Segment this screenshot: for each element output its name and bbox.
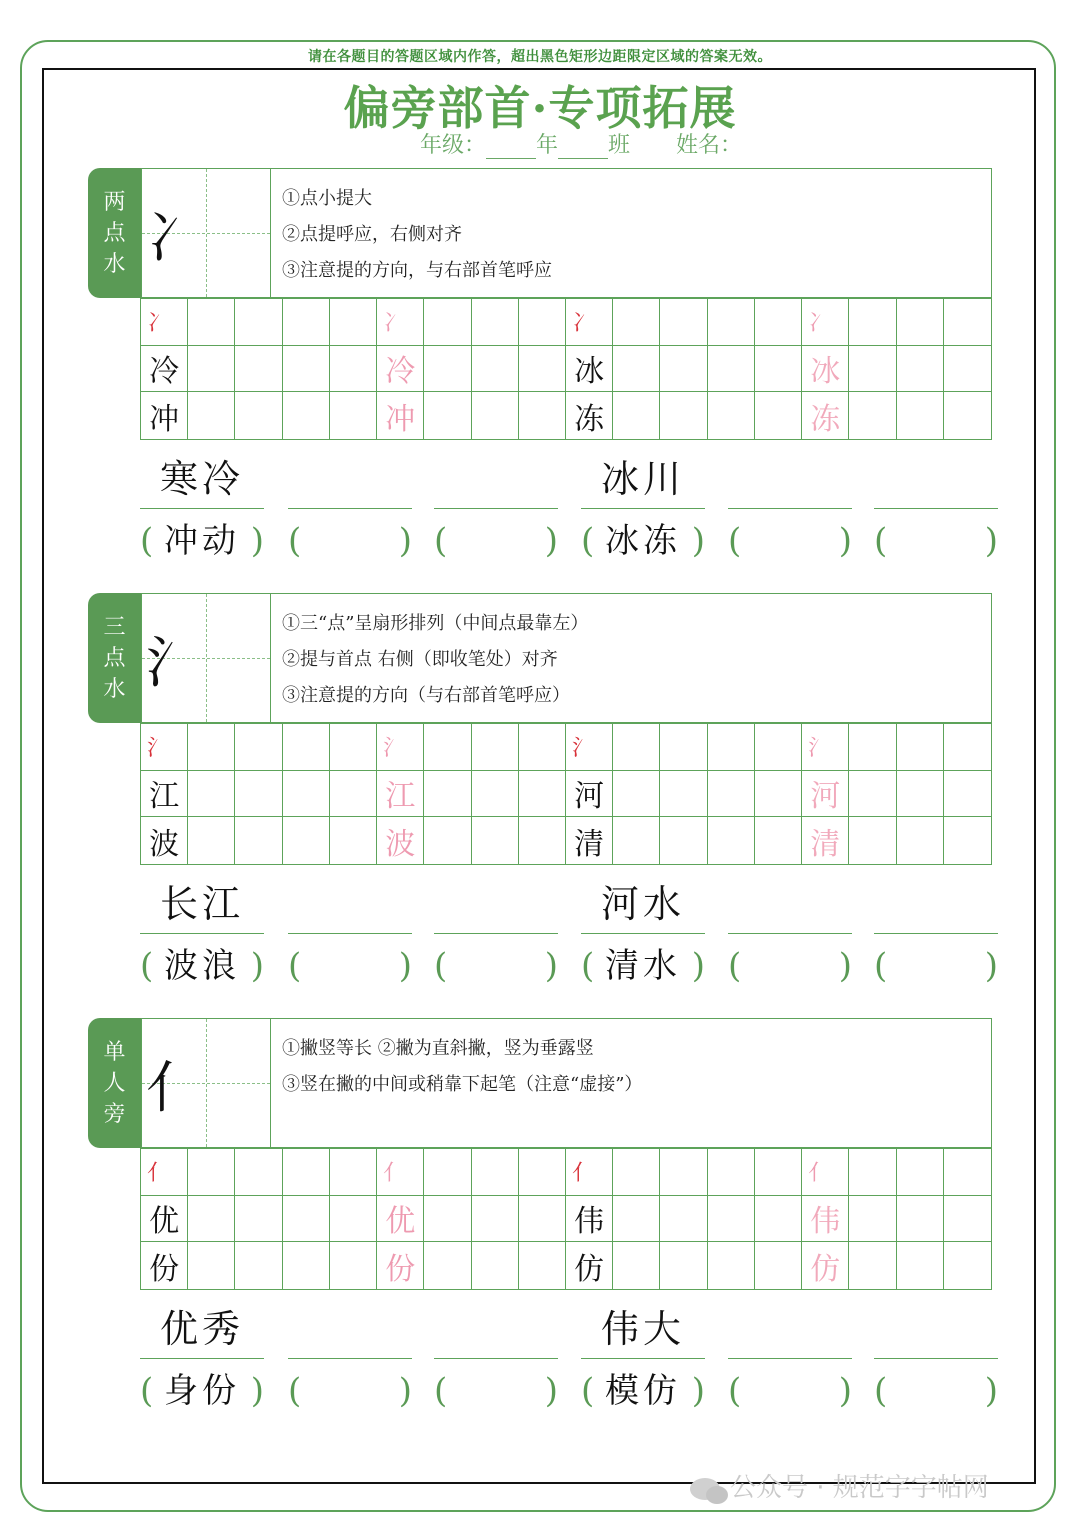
grid-cell[interactable]: 河 bbox=[802, 771, 849, 818]
right-paren: ) bbox=[691, 1371, 705, 1411]
grid-cell[interactable] bbox=[897, 1242, 944, 1289]
paren-word: 波浪 bbox=[164, 946, 240, 986]
grid-cell[interactable] bbox=[330, 724, 377, 771]
grid-cell[interactable] bbox=[708, 771, 755, 818]
right-paren: ) bbox=[398, 946, 412, 986]
grid-cell[interactable]: 亻 bbox=[377, 1149, 424, 1196]
grid-cell[interactable] bbox=[424, 392, 471, 439]
section-tab bbox=[88, 168, 141, 298]
grid-cell[interactable] bbox=[849, 1196, 896, 1243]
left-paren: ( bbox=[288, 946, 302, 986]
left-paren: ( bbox=[140, 1371, 154, 1411]
name-label: 姓名： bbox=[676, 133, 743, 158]
tab-char: 旁 bbox=[103, 1101, 126, 1127]
grid-cell[interactable] bbox=[472, 817, 519, 864]
paren-example bbox=[140, 938, 264, 994]
paren-word: 冲动 bbox=[164, 521, 240, 561]
grid-cell[interactable] bbox=[849, 817, 896, 864]
word-blank[interactable] bbox=[874, 450, 998, 509]
left-paren: ( bbox=[728, 946, 742, 986]
grid-cell[interactable] bbox=[235, 346, 282, 393]
section-1 bbox=[0, 593, 1080, 1013]
section-tab bbox=[88, 593, 141, 723]
grid-cell[interactable] bbox=[330, 392, 377, 439]
grid-cell[interactable]: 优 bbox=[377, 1196, 424, 1243]
paren-blank[interactable] bbox=[434, 1363, 558, 1419]
tip-line: ③竖在撇的中间或稍靠下起笔（注意“虚接”） bbox=[282, 1074, 643, 1095]
left-paren: ( bbox=[140, 946, 154, 986]
grid-cell[interactable] bbox=[235, 1196, 282, 1243]
paren-blank[interactable] bbox=[874, 1363, 998, 1419]
right-paren: ) bbox=[838, 1371, 852, 1411]
grid-cell[interactable]: 波 bbox=[141, 817, 188, 864]
grid-cell[interactable] bbox=[755, 299, 802, 346]
grid-cell[interactable] bbox=[660, 346, 707, 393]
section-0 bbox=[0, 168, 1080, 588]
paren-word: 清水 bbox=[605, 946, 681, 986]
grid-cell[interactable]: 份 bbox=[377, 1242, 424, 1289]
grid-cell[interactable] bbox=[708, 392, 755, 439]
grid-cell[interactable] bbox=[235, 724, 282, 771]
writing-tips bbox=[270, 593, 992, 723]
grid-cell[interactable] bbox=[472, 1242, 519, 1289]
tip-line: ②提与首点 右侧（即收笔处）对齐 bbox=[282, 649, 558, 670]
grid-cell[interactable]: 冰 bbox=[566, 346, 613, 393]
grid-cell[interactable]: 冻 bbox=[802, 392, 849, 439]
word-example: 优秀 bbox=[140, 1300, 264, 1359]
right-paren: ) bbox=[984, 521, 998, 561]
grid-cell[interactable]: 伟 bbox=[802, 1196, 849, 1243]
grid-cell[interactable]: 仿 bbox=[802, 1242, 849, 1289]
grid-cell[interactable] bbox=[235, 1242, 282, 1289]
section-tab bbox=[88, 1018, 141, 1148]
class-label: 班 bbox=[608, 133, 631, 158]
grid-cell[interactable] bbox=[472, 724, 519, 771]
grid-cell[interactable] bbox=[660, 817, 707, 864]
grid-cell[interactable] bbox=[660, 1242, 707, 1289]
grid-cell[interactable] bbox=[330, 817, 377, 864]
left-paren: ( bbox=[288, 521, 302, 561]
year-label: 年 bbox=[536, 133, 559, 158]
grid-cell[interactable] bbox=[660, 392, 707, 439]
word-blank[interactable] bbox=[874, 1300, 998, 1359]
radical-demo-box bbox=[141, 593, 271, 723]
practice-grid bbox=[140, 298, 992, 440]
word-blank[interactable] bbox=[288, 1300, 412, 1359]
grid-cell[interactable] bbox=[755, 724, 802, 771]
grid-cell[interactable]: 清 bbox=[566, 817, 613, 864]
grid-cell[interactable] bbox=[472, 1196, 519, 1243]
grid-cell[interactable] bbox=[849, 299, 896, 346]
grid-cell[interactable] bbox=[849, 1242, 896, 1289]
watermark bbox=[690, 1467, 989, 1504]
writing-tips bbox=[270, 1018, 992, 1148]
practice-grid bbox=[140, 1148, 992, 1290]
word-example: 伟大 bbox=[581, 1300, 705, 1359]
grid-cell[interactable] bbox=[708, 724, 755, 771]
grid-cell[interactable] bbox=[283, 771, 330, 818]
grid-cell[interactable]: 河 bbox=[566, 771, 613, 818]
grid-cell[interactable]: 氵 bbox=[377, 724, 424, 771]
paren-blank[interactable] bbox=[874, 938, 998, 994]
left-paren: ( bbox=[874, 1371, 888, 1411]
grid-cell[interactable] bbox=[188, 346, 235, 393]
grid-cell[interactable]: 江 bbox=[377, 771, 424, 818]
grid-cell[interactable] bbox=[613, 1149, 660, 1196]
grid-cell[interactable]: 冲 bbox=[141, 392, 188, 439]
grid-cell[interactable] bbox=[849, 771, 896, 818]
grid-cell[interactable] bbox=[613, 392, 660, 439]
grid-cell[interactable] bbox=[897, 771, 944, 818]
tab-char: 单 bbox=[103, 1039, 126, 1065]
right-paren: ) bbox=[984, 946, 998, 986]
word-blank[interactable] bbox=[434, 875, 558, 934]
left-paren: ( bbox=[140, 521, 154, 561]
grid-cell[interactable]: 冫 bbox=[141, 299, 188, 346]
paren-blank[interactable] bbox=[728, 513, 852, 569]
grid-cell[interactable] bbox=[944, 724, 991, 771]
grid-cell[interactable] bbox=[330, 1149, 377, 1196]
word-blank[interactable] bbox=[434, 1300, 558, 1359]
left-paren: ( bbox=[581, 521, 595, 561]
grid-cell[interactable] bbox=[235, 299, 282, 346]
grid-cell[interactable] bbox=[283, 817, 330, 864]
grid-cell[interactable] bbox=[519, 299, 566, 346]
grid-cell[interactable] bbox=[755, 817, 802, 864]
tip-line: ①撇竖等长 ②撇为直斜撇，竖为垂露竖 bbox=[282, 1038, 594, 1059]
grid-cell[interactable] bbox=[472, 771, 519, 818]
paren-row bbox=[140, 513, 1000, 569]
radical-glyph: 冫 bbox=[146, 206, 202, 271]
grid-cell[interactable]: 冫 bbox=[802, 299, 849, 346]
grid-cell[interactable] bbox=[755, 346, 802, 393]
word-blank[interactable] bbox=[288, 450, 412, 509]
grid-cell[interactable] bbox=[613, 346, 660, 393]
grid-cell[interactable] bbox=[897, 817, 944, 864]
grid-cell[interactable] bbox=[330, 1196, 377, 1243]
grid-cell[interactable] bbox=[235, 817, 282, 864]
word-blank[interactable] bbox=[288, 875, 412, 934]
grid-cell[interactable] bbox=[283, 1196, 330, 1243]
grid-cell[interactable] bbox=[849, 392, 896, 439]
section-2 bbox=[0, 1018, 1080, 1438]
paren-blank[interactable] bbox=[728, 1363, 852, 1419]
grid-cell[interactable] bbox=[330, 1242, 377, 1289]
grid-cell[interactable] bbox=[897, 1149, 944, 1196]
grid-cell[interactable] bbox=[660, 1149, 707, 1196]
paren-example bbox=[581, 938, 705, 994]
paren-word: 模仿 bbox=[605, 1371, 681, 1411]
grid-cell[interactable]: 清 bbox=[802, 817, 849, 864]
left-paren: ( bbox=[434, 521, 448, 561]
radical-glyph: 亻 bbox=[146, 1056, 202, 1121]
grid-cell[interactable] bbox=[519, 1149, 566, 1196]
grid-cell[interactable]: 冰 bbox=[802, 346, 849, 393]
tab-char: 人 bbox=[103, 1070, 126, 1096]
right-paren: ) bbox=[984, 1371, 998, 1411]
grid-cell[interactable] bbox=[283, 346, 330, 393]
grid-cell[interactable] bbox=[283, 299, 330, 346]
grid-cell[interactable] bbox=[519, 392, 566, 439]
writing-tips bbox=[270, 168, 992, 298]
grid-cell[interactable]: 江 bbox=[141, 771, 188, 818]
word-blank[interactable] bbox=[728, 1300, 852, 1359]
grid-cell[interactable] bbox=[235, 1149, 282, 1196]
left-paren: ( bbox=[728, 521, 742, 561]
grid-cell[interactable] bbox=[424, 1196, 471, 1243]
right-paren: ) bbox=[544, 946, 558, 986]
class-blank[interactable] bbox=[558, 138, 608, 159]
grid-cell[interactable] bbox=[613, 817, 660, 864]
word-example: 长江 bbox=[140, 875, 264, 934]
grid-cell[interactable] bbox=[613, 1242, 660, 1289]
grid-cell[interactable] bbox=[613, 724, 660, 771]
word-blank[interactable] bbox=[434, 450, 558, 509]
left-paren: ( bbox=[434, 946, 448, 986]
grid-cell[interactable] bbox=[330, 299, 377, 346]
grid-cell[interactable] bbox=[755, 771, 802, 818]
grid-cell[interactable] bbox=[519, 817, 566, 864]
word-row bbox=[140, 1300, 1000, 1360]
grid-cell[interactable] bbox=[897, 299, 944, 346]
grid-cell[interactable] bbox=[944, 817, 991, 864]
right-paren: ) bbox=[838, 521, 852, 561]
grid-cell[interactable] bbox=[755, 392, 802, 439]
right-paren: ) bbox=[544, 521, 558, 561]
right-paren: ) bbox=[544, 1371, 558, 1411]
paren-example bbox=[140, 513, 264, 569]
grid-cell[interactable] bbox=[519, 771, 566, 818]
grid-cell[interactable] bbox=[944, 1196, 991, 1243]
tab-char: 水 bbox=[103, 676, 126, 702]
tip-line: ②点提呼应，右侧对齐 bbox=[282, 224, 462, 245]
grid-cell[interactable]: 氵 bbox=[141, 724, 188, 771]
grid-cell[interactable] bbox=[708, 1242, 755, 1289]
grid-cell[interactable] bbox=[755, 1242, 802, 1289]
notice-text: 请在各题目的答题区域内作答，超出黑色矩形边距限定区域的答案无效。 bbox=[308, 49, 772, 65]
wechat-icon bbox=[690, 1478, 720, 1500]
grid-cell[interactable] bbox=[283, 1242, 330, 1289]
radical-demo-box bbox=[141, 1018, 271, 1148]
grid-cell[interactable] bbox=[188, 817, 235, 864]
tab-char: 水 bbox=[103, 251, 126, 277]
word-example: 河水 bbox=[581, 875, 705, 934]
grid-cell[interactable] bbox=[755, 1149, 802, 1196]
tab-char: 三 bbox=[103, 614, 126, 640]
grid-cell[interactable]: 亻 bbox=[141, 1149, 188, 1196]
word-row bbox=[140, 875, 1000, 935]
grid-cell[interactable] bbox=[708, 1149, 755, 1196]
word-blank[interactable] bbox=[728, 875, 852, 934]
tip-line: ①三“点”呈扇形排列（中间点最靠左） bbox=[282, 613, 589, 634]
paren-blank[interactable] bbox=[288, 1363, 412, 1419]
grid-cell[interactable] bbox=[472, 299, 519, 346]
paren-example bbox=[140, 1363, 264, 1419]
grid-cell[interactable] bbox=[944, 1242, 991, 1289]
paren-blank[interactable] bbox=[434, 513, 558, 569]
grid-cell[interactable]: 氵 bbox=[802, 724, 849, 771]
right-paren: ) bbox=[250, 521, 264, 561]
grid-cell[interactable] bbox=[283, 1149, 330, 1196]
left-paren: ( bbox=[581, 946, 595, 986]
grid-cell[interactable] bbox=[283, 724, 330, 771]
tip-line: ③注意提的方向（与右部首笔呼应） bbox=[282, 685, 570, 706]
left-paren: ( bbox=[288, 1371, 302, 1411]
left-paren: ( bbox=[874, 521, 888, 561]
grid-cell[interactable] bbox=[897, 724, 944, 771]
grid-cell[interactable] bbox=[424, 346, 471, 393]
paren-row bbox=[140, 938, 1000, 994]
grid-cell[interactable] bbox=[188, 392, 235, 439]
right-paren: ) bbox=[838, 946, 852, 986]
grid-cell[interactable]: 亻 bbox=[566, 1149, 613, 1196]
grid-cell[interactable] bbox=[188, 724, 235, 771]
tab-char: 两 bbox=[103, 189, 126, 215]
grid-cell[interactable] bbox=[283, 392, 330, 439]
grid-cell[interactable] bbox=[897, 1196, 944, 1243]
grid-cell[interactable] bbox=[849, 1149, 896, 1196]
paren-row bbox=[140, 1363, 1000, 1419]
grid-cell[interactable] bbox=[944, 392, 991, 439]
left-paren: ( bbox=[581, 1371, 595, 1411]
student-info bbox=[420, 128, 742, 159]
grid-cell[interactable] bbox=[235, 771, 282, 818]
grid-cell[interactable] bbox=[613, 299, 660, 346]
radical-glyph: 氵 bbox=[146, 631, 202, 696]
grid-cell[interactable] bbox=[330, 346, 377, 393]
grid-cell[interactable] bbox=[424, 1149, 471, 1196]
grid-cell[interactable] bbox=[519, 724, 566, 771]
grid-cell[interactable] bbox=[660, 299, 707, 346]
grid-cell[interactable] bbox=[519, 1196, 566, 1243]
grid-cell[interactable] bbox=[188, 1149, 235, 1196]
practice-grid bbox=[140, 723, 992, 865]
grid-cell[interactable]: 优 bbox=[141, 1196, 188, 1243]
page-title: 偏旁部首·专项拓展 bbox=[343, 81, 737, 135]
word-blank[interactable] bbox=[728, 450, 852, 509]
grid-cell[interactable] bbox=[897, 392, 944, 439]
grid-cell[interactable] bbox=[944, 299, 991, 346]
grid-cell[interactable]: 冫 bbox=[377, 299, 424, 346]
grid-cell[interactable] bbox=[519, 346, 566, 393]
paren-example bbox=[581, 513, 705, 569]
paren-example bbox=[581, 1363, 705, 1419]
grid-cell[interactable] bbox=[188, 1242, 235, 1289]
grid-cell[interactable] bbox=[188, 299, 235, 346]
tip-line: ①点小提大 bbox=[282, 188, 372, 209]
grid-cell[interactable]: 冷 bbox=[377, 346, 424, 393]
right-paren: ) bbox=[398, 1371, 412, 1411]
paren-blank[interactable] bbox=[288, 513, 412, 569]
grid-cell[interactable] bbox=[424, 817, 471, 864]
tip-line: ③注意提的方向，与右部首笔呼应 bbox=[282, 260, 552, 281]
word-example: 寒冷 bbox=[140, 450, 264, 509]
right-paren: ) bbox=[691, 521, 705, 561]
word-example: 冰川 bbox=[581, 450, 705, 509]
grid-cell[interactable] bbox=[519, 1242, 566, 1289]
grid-cell[interactable] bbox=[708, 346, 755, 393]
grid-cell[interactable] bbox=[472, 1149, 519, 1196]
left-paren: ( bbox=[874, 946, 888, 986]
right-paren: ) bbox=[250, 1371, 264, 1411]
grid-cell[interactable] bbox=[188, 771, 235, 818]
right-paren: ) bbox=[250, 946, 264, 986]
grid-cell[interactable]: 仿 bbox=[566, 1242, 613, 1289]
grid-cell[interactable] bbox=[944, 346, 991, 393]
grid-cell[interactable] bbox=[944, 1149, 991, 1196]
grid-cell[interactable] bbox=[708, 817, 755, 864]
left-paren: ( bbox=[434, 1371, 448, 1411]
grid-cell[interactable]: 波 bbox=[377, 817, 424, 864]
grid-cell[interactable] bbox=[755, 1196, 802, 1243]
grid-cell[interactable] bbox=[660, 771, 707, 818]
grid-cell[interactable]: 冷 bbox=[141, 346, 188, 393]
grid-cell[interactable] bbox=[424, 724, 471, 771]
grade-label: 年级： bbox=[420, 133, 487, 158]
grid-cell[interactable]: 冫 bbox=[566, 299, 613, 346]
grade-blank[interactable] bbox=[486, 138, 536, 159]
grid-cell[interactable] bbox=[897, 346, 944, 393]
tab-char: 点 bbox=[103, 220, 126, 246]
grid-cell[interactable] bbox=[472, 346, 519, 393]
grid-cell[interactable] bbox=[660, 1196, 707, 1243]
grid-cell[interactable] bbox=[472, 392, 519, 439]
paren-word: 冰冻 bbox=[605, 521, 681, 561]
paren-blank[interactable] bbox=[728, 938, 852, 994]
grid-cell[interactable] bbox=[424, 299, 471, 346]
word-row bbox=[140, 450, 1000, 510]
grid-cell[interactable]: 份 bbox=[141, 1242, 188, 1289]
grid-cell[interactable] bbox=[660, 724, 707, 771]
grid-cell[interactable]: 冲 bbox=[377, 392, 424, 439]
grid-cell[interactable] bbox=[613, 1196, 660, 1243]
right-paren: ) bbox=[398, 521, 412, 561]
grid-cell[interactable] bbox=[235, 392, 282, 439]
grid-cell[interactable]: 冻 bbox=[566, 392, 613, 439]
grid-cell[interactable] bbox=[849, 724, 896, 771]
word-blank[interactable] bbox=[874, 875, 998, 934]
paren-blank[interactable] bbox=[434, 938, 558, 994]
radical-demo-box bbox=[141, 168, 271, 298]
grid-cell[interactable] bbox=[330, 771, 377, 818]
paren-blank[interactable] bbox=[288, 938, 412, 994]
grid-cell[interactable] bbox=[708, 1196, 755, 1243]
grid-cell[interactable]: 氵 bbox=[566, 724, 613, 771]
watermark-text: 公众号 · 规范字字帖网 bbox=[730, 1473, 989, 1503]
paren-word: 身份 bbox=[164, 1371, 240, 1411]
grid-cell[interactable] bbox=[188, 1196, 235, 1243]
grid-cell[interactable] bbox=[708, 299, 755, 346]
grid-cell[interactable] bbox=[944, 771, 991, 818]
tab-char: 点 bbox=[103, 645, 126, 671]
left-paren: ( bbox=[728, 1371, 742, 1411]
grid-cell[interactable] bbox=[849, 346, 896, 393]
right-paren: ) bbox=[691, 946, 705, 986]
grid-cell[interactable] bbox=[613, 771, 660, 818]
grid-cell[interactable]: 亻 bbox=[802, 1149, 849, 1196]
paren-blank[interactable] bbox=[874, 513, 998, 569]
grid-cell[interactable] bbox=[424, 1242, 471, 1289]
grid-cell[interactable] bbox=[424, 771, 471, 818]
grid-cell[interactable]: 伟 bbox=[566, 1196, 613, 1243]
